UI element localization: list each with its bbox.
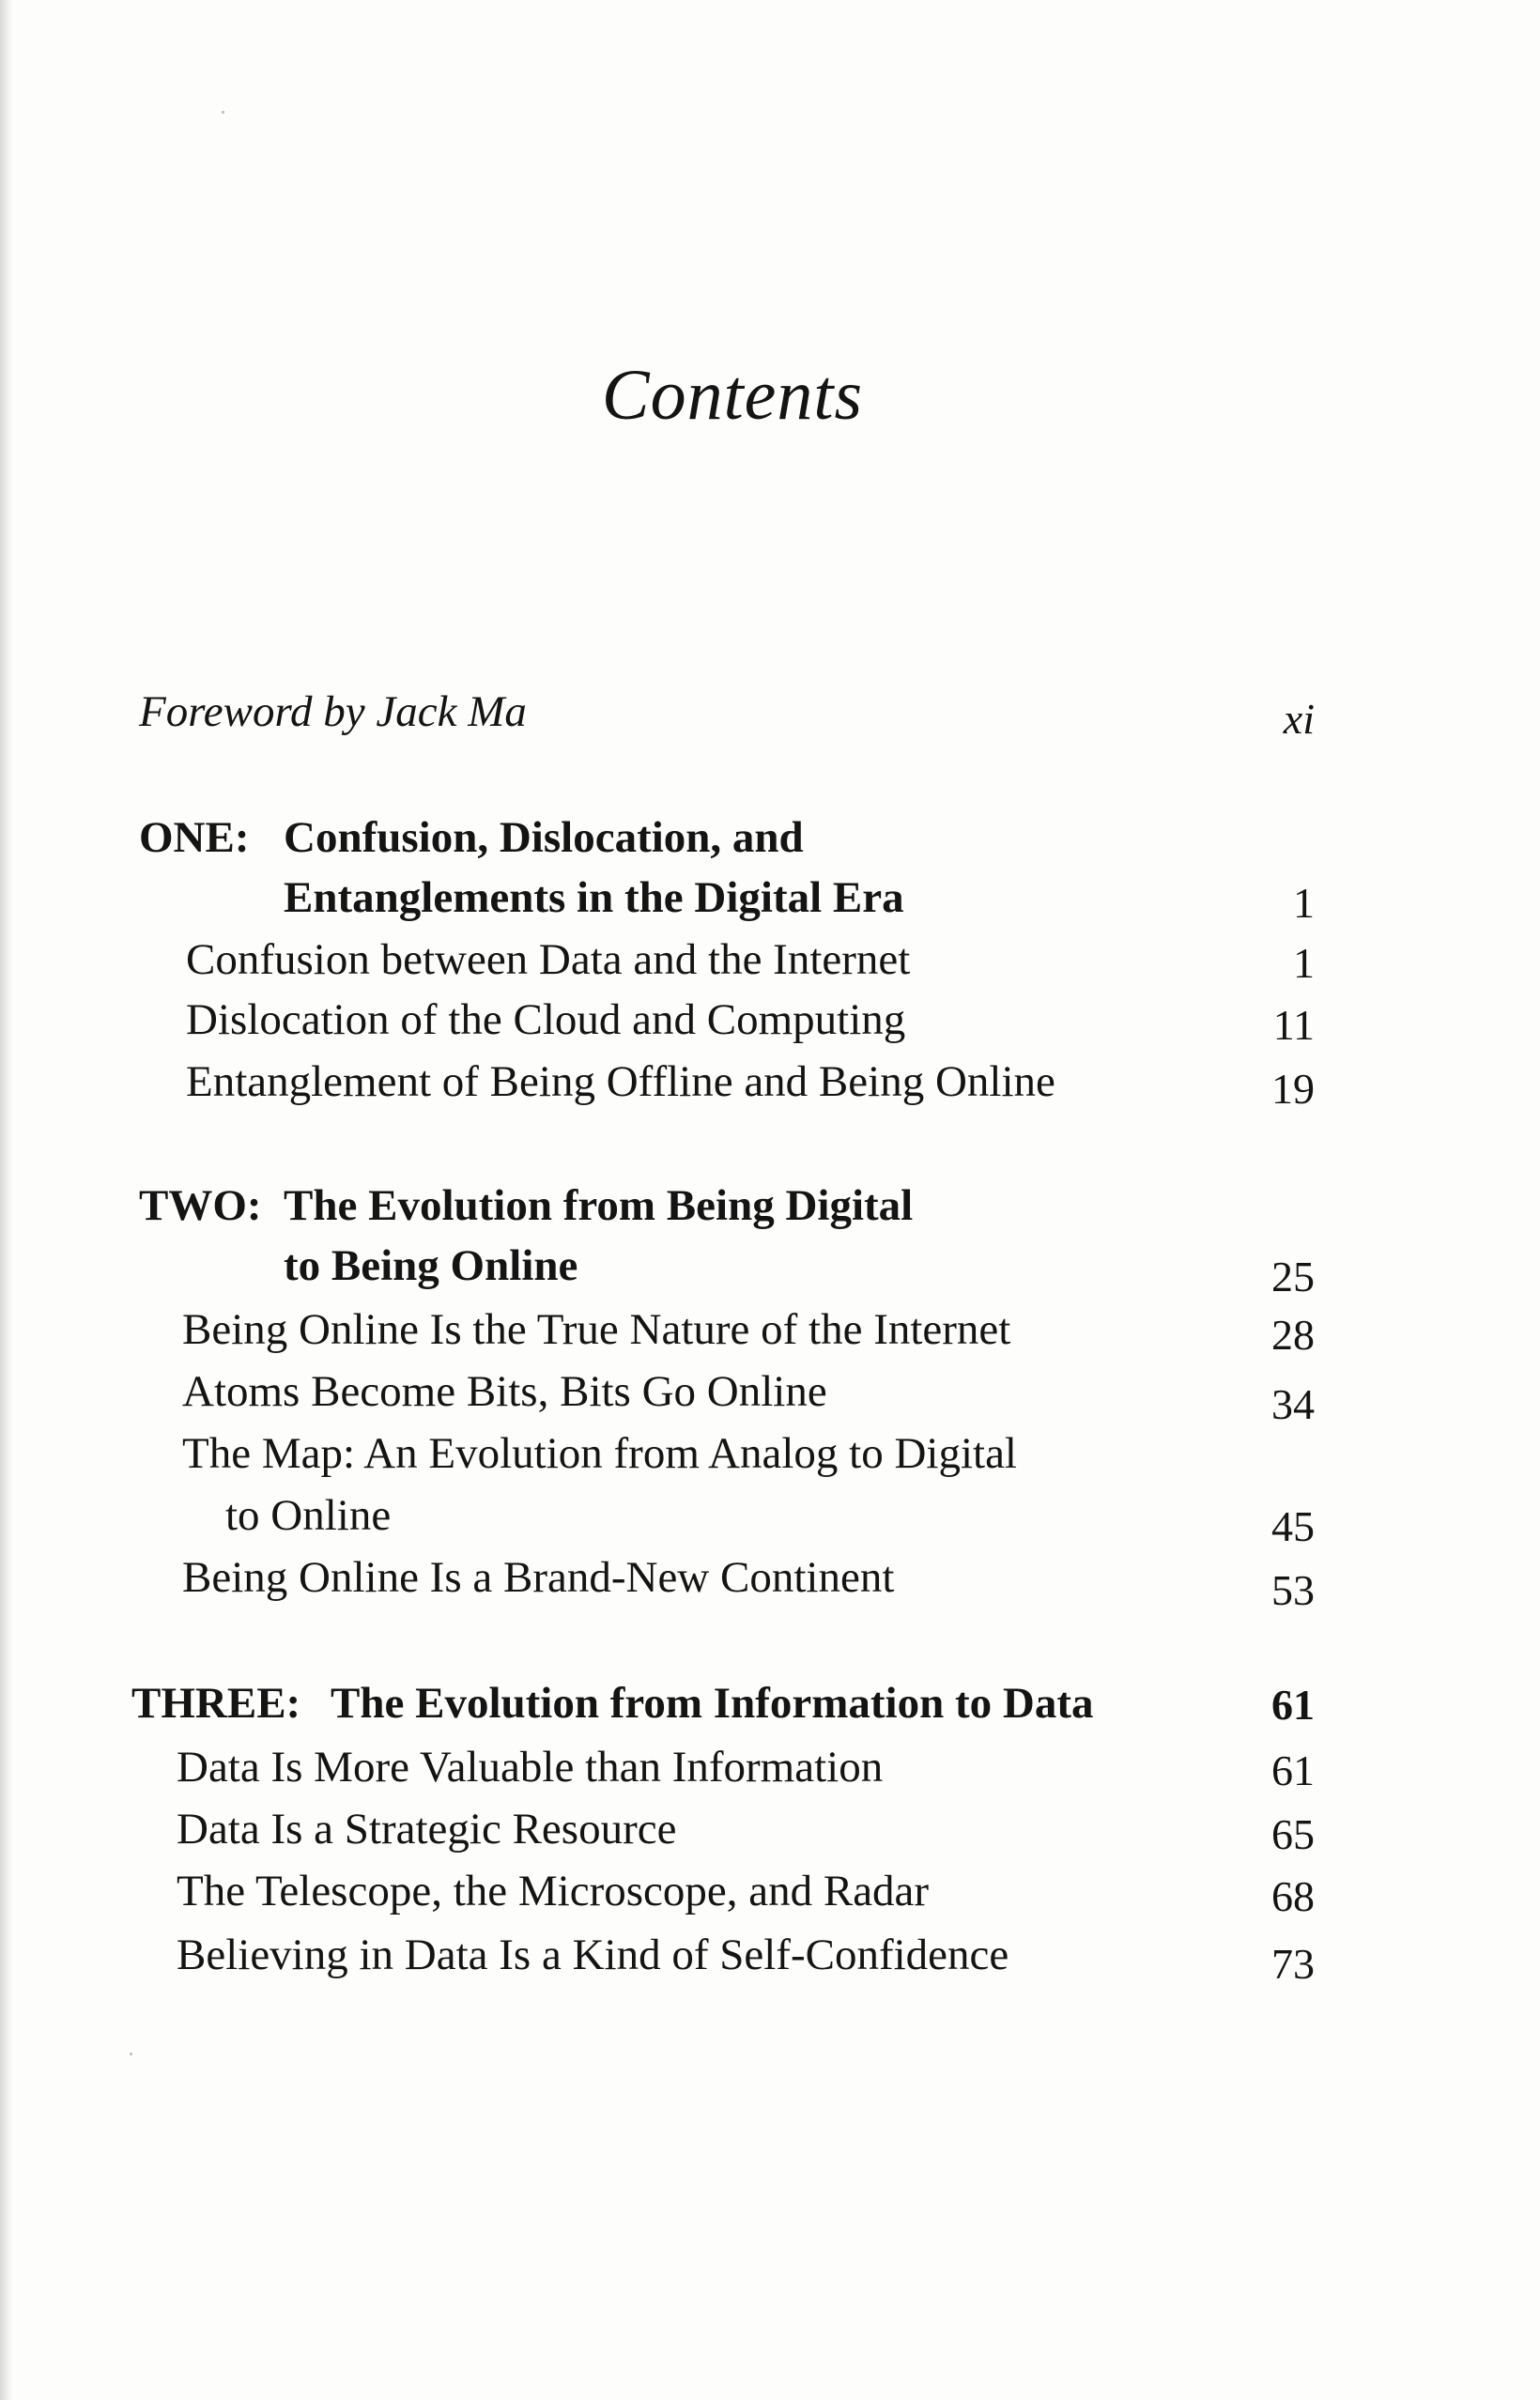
toc-part-title[interactable]: to Being Online [284,1241,578,1290]
toc-section-title[interactable]: Data Is More Valuable than Information [177,1743,884,1792]
toc-section-page: 53 [1271,1566,1315,1614]
contents-heading: Contents [601,356,864,435]
toc-section-title[interactable]: Data Is a Strategic Resource [177,1805,677,1854]
paper-speck [222,111,224,114]
toc-section-title[interactable]: The Map: An Evolution from Analog to Digital [182,1429,1017,1478]
toc-part-page: 25 [1271,1253,1315,1300]
toc-section-page: 45 [1271,1502,1315,1550]
paper-speck [130,2053,132,2055]
toc-section-page: 11 [1272,1001,1315,1049]
toc-section-title[interactable]: Confusion between Data and the Internet [186,935,911,984]
toc-part-page: 1 [1293,879,1315,927]
toc-section-page: 61 [1271,1746,1315,1794]
toc-part-label: ONE: [139,813,250,862]
toc-section-page: 73 [1271,1940,1315,1988]
toc-foreword-page: xi [1283,695,1315,743]
toc-section-page: 28 [1271,1311,1315,1359]
toc-foreword-title[interactable]: Foreword by Jack Ma [139,687,527,736]
toc-section-title[interactable]: Believing in Data Is a Kind of Self-Confidence [177,1931,1009,1979]
toc-section-title[interactable]: Atoms Become Bits, Bits Go Online [182,1367,827,1416]
toc-part-label: THREE: [131,1679,301,1728]
toc-section-title[interactable]: The Telescope, the Microscope, and Radar [177,1867,930,1915]
toc-part-title[interactable]: Confusion, Dislocation, and [284,813,804,862]
toc-part-title[interactable]: Entanglements in the Digital Era [284,873,904,922]
toc-section-page: 65 [1271,1810,1315,1858]
toc-part-title[interactable]: The Evolution from Being Digital [284,1181,914,1230]
toc-section-page: 19 [1271,1065,1315,1113]
toc-section-title[interactable]: Entanglement of Being Offline and Being Online [186,1057,1055,1106]
toc-section-page: 1 [1293,939,1315,987]
toc-part-title[interactable]: The Evolution from Information to Data [331,1679,1094,1728]
toc-section-title[interactable]: Being Online Is the True Nature of the Internet [182,1305,1011,1354]
toc-part-page: 61 [1271,1681,1315,1729]
toc-section-page: 68 [1271,1872,1315,1920]
toc-section-title[interactable]: Dislocation of the Cloud and Computing [186,995,906,1044]
toc-part-label: TWO: [139,1181,262,1230]
toc-section-title[interactable]: Being Online Is a Brand-New Continent [182,1553,895,1602]
toc-section-page: 34 [1271,1380,1315,1428]
toc-section-title[interactable]: to Online [225,1491,392,1540]
